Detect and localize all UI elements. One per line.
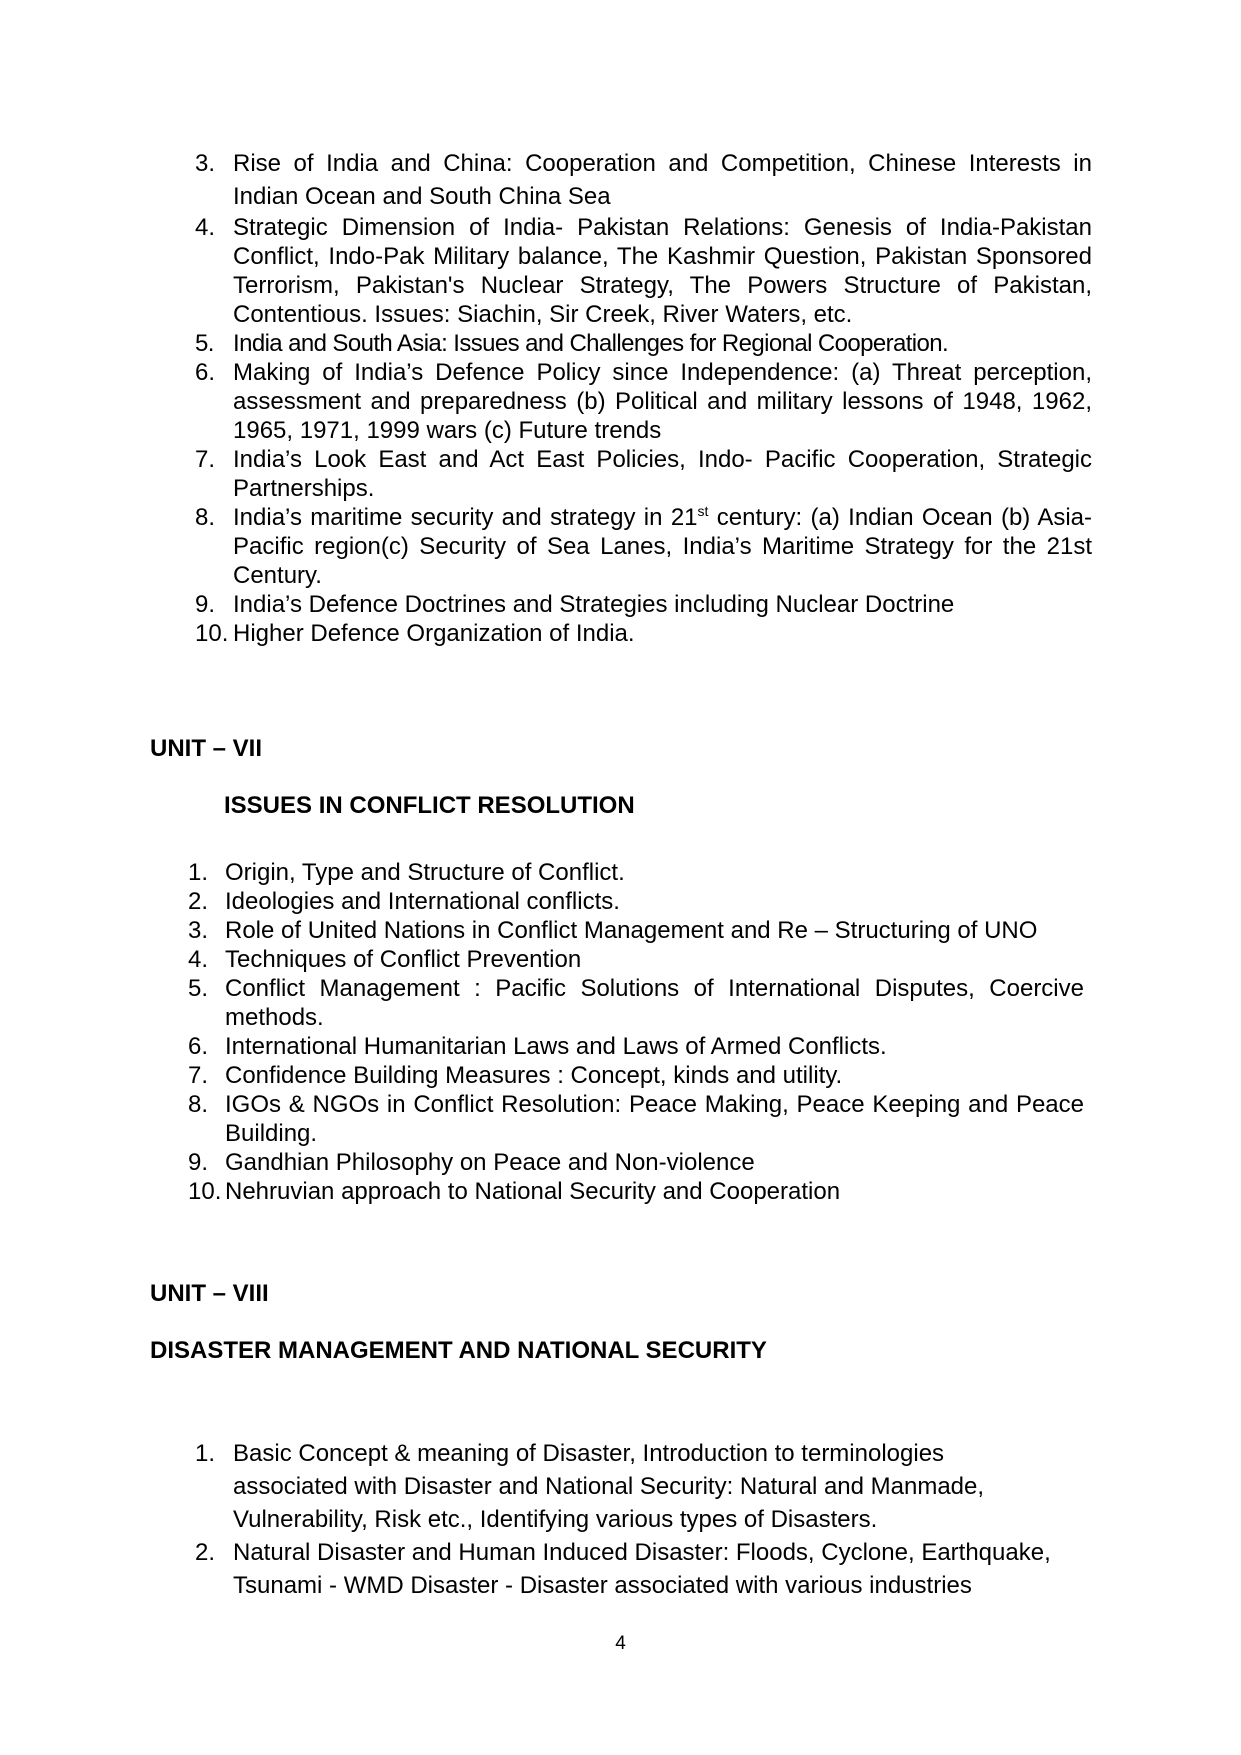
item-number: 8. <box>188 1091 209 1118</box>
unit-7-subtitle: ISSUES IN CONFLICT RESOLUTION <box>224 792 635 819</box>
list-item <box>195 329 1092 358</box>
item-text: IGOs & NGOs in Conflict Resolution: Peace Making, Peace Keeping and Peace Building. <box>225 1091 1084 1147</box>
list-item <box>188 945 1084 974</box>
item-number: 10. <box>195 620 229 647</box>
item-text: Natural Disaster and Human Induced Disaster: Floods, Cyclone, Earthquake, Tsunami - WMD Disaster - Disaster associated with various industries <box>233 1539 1051 1599</box>
list-item <box>195 358 1092 445</box>
item-text: India’s Defence Doctrines and Strategies including Nuclear Doctrine <box>233 591 955 618</box>
ordinal-superscript: st <box>697 503 709 519</box>
item-text: Confidence Building Measures : Concept, kinds and utility. <box>225 1062 843 1089</box>
item-text: Gandhian Philosophy on Peace and Non-violence <box>225 1149 755 1176</box>
item-number: 5. <box>188 975 209 1002</box>
list-item <box>188 1090 1084 1148</box>
item-text: Strategic Dimension of India- Pakistan Relations: Genesis of India-Pakistan Conflict, Indo-Pak Military balance, The Kashmir Question, Pakistan Sponsored Terrorism, Pakistan's Nuclear Strategy, The Powers Structure of Pakistan, Contentious. Issues: Siachin, Sir Creek, River Waters, etc. <box>233 214 1092 328</box>
item-number: 10. <box>188 1178 222 1205</box>
item-text <box>233 503 1092 590</box>
list-item <box>195 1536 1095 1602</box>
unit-8-title: UNIT – VIII <box>150 1280 269 1307</box>
item-text: India’s Look East and Act East Policies, Indo- Pacific Cooperation, Strategic Partnerships. <box>233 446 1092 502</box>
item-number: 7. <box>195 446 216 473</box>
unit-7-title: UNIT – VII <box>150 735 263 762</box>
list-item <box>195 1437 1095 1536</box>
list-item <box>188 1148 1084 1177</box>
item-text: Basic Concept & meaning of Disaster, Introduction to terminologies associated with Disaster and National Security: Natural and Manmade, Vulnerability, Risk etc., Identifying various types of Disasters. <box>233 1440 985 1533</box>
item-number: 4. <box>188 946 209 973</box>
item-number: 8. <box>195 504 216 531</box>
topics-list-continued <box>195 147 1092 648</box>
list-item <box>188 1061 1084 1090</box>
item-number: 1. <box>188 859 209 886</box>
item-number: 5. <box>195 330 214 357</box>
list-item <box>195 619 1092 648</box>
item-number: 2. <box>195 1539 216 1566</box>
item-number: 7. <box>188 1062 209 1089</box>
unit-8-subtitle: DISASTER MANAGEMENT AND NATIONAL SECURITY <box>150 1337 767 1364</box>
item-text: India and South Asia: Issues and Challenges for Regional Cooperation. <box>233 330 949 357</box>
list-item <box>195 503 1092 590</box>
item-number: 1. <box>195 1440 216 1467</box>
item-text: Rise of India and China: Cooperation and Competition, Chinese Interests in Indian Ocean and South China Sea <box>233 150 1092 210</box>
item-number: 4. <box>195 214 216 241</box>
list-item <box>195 445 1092 503</box>
item-number: 3. <box>188 917 209 944</box>
item-text-post: century: (a) Indian Ocean (b) Asia-Pacific region(c) Security of Sea Lanes, India’s Maritime Strategy for the 21st Century. <box>233 504 1092 589</box>
item-text: Making of India’s Defence Policy since Independence: (a) Threat perception, assessment and preparedness (b) Political and military lessons of 1948, 1962, 1965, 1971, 1999 wars (c) Future trends <box>233 359 1092 444</box>
item-number: 2. <box>188 888 209 915</box>
list-item <box>188 1177 1084 1206</box>
item-text-pre: India’s maritime security and strategy in 21 <box>233 504 698 531</box>
item-text: Ideologies and International conflicts. <box>225 888 620 915</box>
item-text: Higher Defence Organization of India. <box>233 620 635 647</box>
item-number: 9. <box>195 591 216 618</box>
list-item <box>188 974 1084 1032</box>
item-text: Role of United Nations in Conflict Management and Re – Structuring of UNO <box>225 917 1038 944</box>
item-number: 3. <box>195 150 216 177</box>
list-item <box>195 213 1092 329</box>
item-text: Nehruvian approach to National Security and Cooperation <box>225 1178 841 1205</box>
list-item <box>188 887 1084 916</box>
list-item <box>188 1032 1084 1061</box>
unit-7-list <box>188 858 1084 1206</box>
item-number: 6. <box>188 1033 209 1060</box>
item-text: International Humanitarian Laws and Laws of Armed Conflicts. <box>225 1033 887 1060</box>
item-text: Origin, Type and Structure of Conflict. <box>225 859 625 886</box>
item-text: Conflict Management : Pacific Solutions of International Disputes, Coercive methods. <box>225 975 1084 1031</box>
item-text: Techniques of Conflict Prevention <box>225 946 582 973</box>
list-item <box>195 147 1092 213</box>
list-item <box>188 916 1084 945</box>
unit-8-list <box>195 1437 1095 1602</box>
list-item <box>188 858 1084 887</box>
page-number: 4 <box>615 1633 626 1654</box>
item-number: 6. <box>195 359 216 386</box>
list-item <box>195 590 1092 619</box>
item-number: 9. <box>188 1149 209 1176</box>
